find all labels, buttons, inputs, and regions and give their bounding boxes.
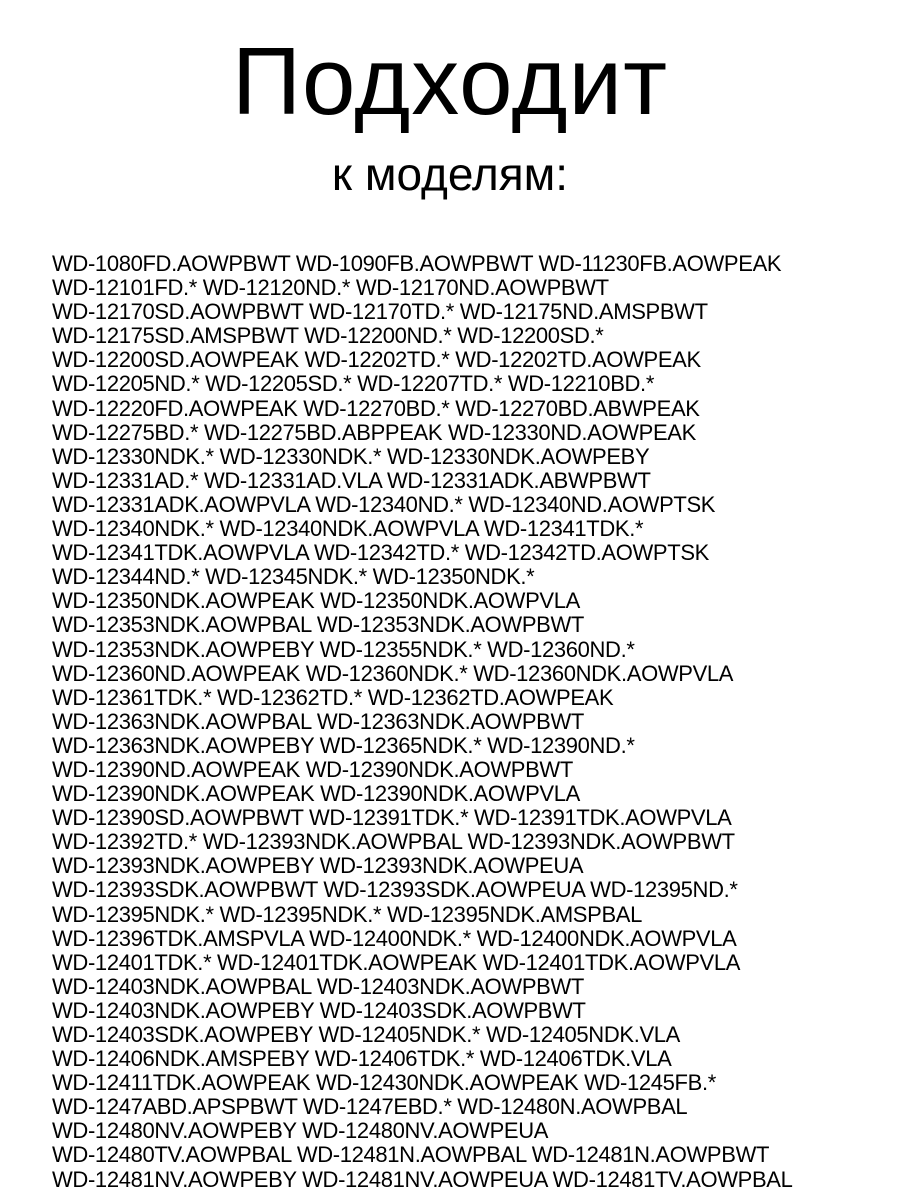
model-line: WD-12363NDK.AOWPBAL WD-12363NDK.AOWPBWT — [52, 709, 584, 734]
model-line: WD-12406NDK.AMSPEBY WD-12406TDK.* WD-12406TDK.VLA — [52, 1047, 672, 1072]
model-line: WD-12396TDK.AMSPVLA WD-12400NDK.* WD-12400NDK.AOWPVLA — [52, 926, 737, 951]
model-line: WD-12480NV.AOWPEBY WD-12480NV.AOWPEUA — [52, 1119, 549, 1144]
model-line: WD-12480TV.AOWPBAL WD-12481N.AOWPBAL WD-12481N.AOWPBWT — [52, 1143, 770, 1168]
model-line: WD-12340NDK.* WD-12340NDK.AOWPVLA WD-12341TDK.* — [52, 517, 644, 542]
model-line: WD-12411TDK.AOWPEAK WD-12430NDK.AOWPEAK WD-1245FB.* — [52, 1071, 716, 1096]
model-line: WD-12101FD.* WD-12120ND.* WD-12170ND.AOWPBWT — [52, 276, 609, 301]
model-line: WD-12341TDK.AOWPVLA WD-12342TD.* WD-12342TD.AOWPTSK — [52, 541, 709, 566]
page-subtitle: к моделям: — [331, 148, 569, 200]
model-line: WD-12330NDK.* WD-12330NDK.* WD-12330NDK.AOWPEBY — [52, 444, 650, 469]
model-line: WD-12393NDK.AOWPEBY WD-12393NDK.AOWPEUA — [52, 854, 584, 879]
model-list — [52, 252, 898, 1192]
model-line: WD-12275BD.* WD-12275BD.ABPPEAK WD-12330ND.AOWPEAK — [52, 420, 696, 445]
model-line: WD-12481NV.AOWPEBY WD-12481NV.AOWPEUA WD-12481TV.AOWPBAL — [52, 1167, 793, 1192]
model-line: WD-12353NDK.AOWPBAL WD-12353NDK.AOWPBWT — [52, 613, 584, 638]
model-line: WD-12331AD.* WD-12331AD.VLA WD-12331ADK.ABWPBWT — [52, 468, 651, 493]
model-line: WD-1247ABD.APSPBWT WD-1247EBD.* WD-12480N.AOWPBAL — [52, 1095, 688, 1120]
model-line: WD-12205ND.* WD-12205SD.* WD-12207TD.* WD-12210BD.* — [52, 372, 655, 397]
model-line: WD-12390ND.AOWPEAK WD-12390NDK.AOWPBWT — [52, 757, 573, 782]
model-line: WD-12393SDK.AOWPBWT WD-12393SDK.AOWPEUA WD-12395ND.* — [52, 878, 738, 903]
model-line: WD-12403SDK.AOWPEBY WD-12405NDK.* WD-12405NDK.VLA — [52, 1023, 681, 1047]
model-line: WD-12220FD.AOWPEAK WD-12270BD.* WD-12270BD.ABWPEAK — [52, 396, 700, 421]
model-line: WD-12401TDK.* WD-12401TDK.AOWPEAK WD-12401TDK.AOWPVLA — [52, 950, 741, 975]
model-line: WD-12175SD.AMSPBWT WD-12200ND.* WD-12200SD.* — [52, 324, 604, 349]
model-line: WD-12350NDK.AOWPEAK WD-12350NDK.AOWPVLA — [52, 589, 580, 614]
model-line: WD-12361TDK.* WD-12362TD.* WD-12362TD.AOWPEAK — [52, 685, 614, 710]
model-line: WD-12395NDK.* WD-12395NDK.* WD-12395NDK.AMSPBAL — [52, 902, 642, 927]
model-line: WD-12360ND.AOWPEAK WD-12360NDK.* WD-12360NDK.AOWPVLA — [52, 661, 734, 686]
model-line: WD-12363NDK.AOWPEBY WD-12365NDK.* WD-12390ND.* — [52, 733, 635, 758]
model-line: WD-12390SD.AOWPBWT WD-12391TDK.* WD-12391TDK.AOWPVLA — [52, 806, 732, 831]
page-title: Подходит — [231, 28, 669, 135]
model-line: WD-12200SD.AOWPEAK WD-12202TD.* WD-12202TD.AOWPEAK — [52, 348, 701, 373]
model-line: WD-12353NDK.AOWPEBY WD-12355NDK.* WD-12360ND.* — [52, 637, 635, 662]
model-line: WD-12403NDK.AOWPEBY WD-12403SDK.AOWPBWT — [52, 998, 586, 1023]
model-line: WD-12390NDK.AOWPEAK WD-12390NDK.AOWPVLA — [52, 782, 580, 807]
model-line: WD-12392TD.* WD-12393NDK.AOWPBAL WD-12393NDK.AOWPBWT — [52, 830, 735, 855]
model-line: WD-12331ADK.AOWPVLA WD-12340ND.* WD-12340ND.AOWPTSK — [52, 492, 716, 517]
model-line: WD-1080FD.AOWPBWT WD-1090FB.AOWPBWT WD-11230FB.AOWPEAK — [52, 252, 782, 276]
model-line: WD-12403NDK.AOWPBAL WD-12403NDK.AOWPBWT — [52, 974, 584, 999]
model-line: WD-12344ND.* WD-12345NDK.* WD-12350NDK.* — [52, 565, 535, 590]
model-line: WD-12170SD.AOWPBWT WD-12170TD.* WD-12175ND.AMSPBWT — [52, 300, 708, 325]
